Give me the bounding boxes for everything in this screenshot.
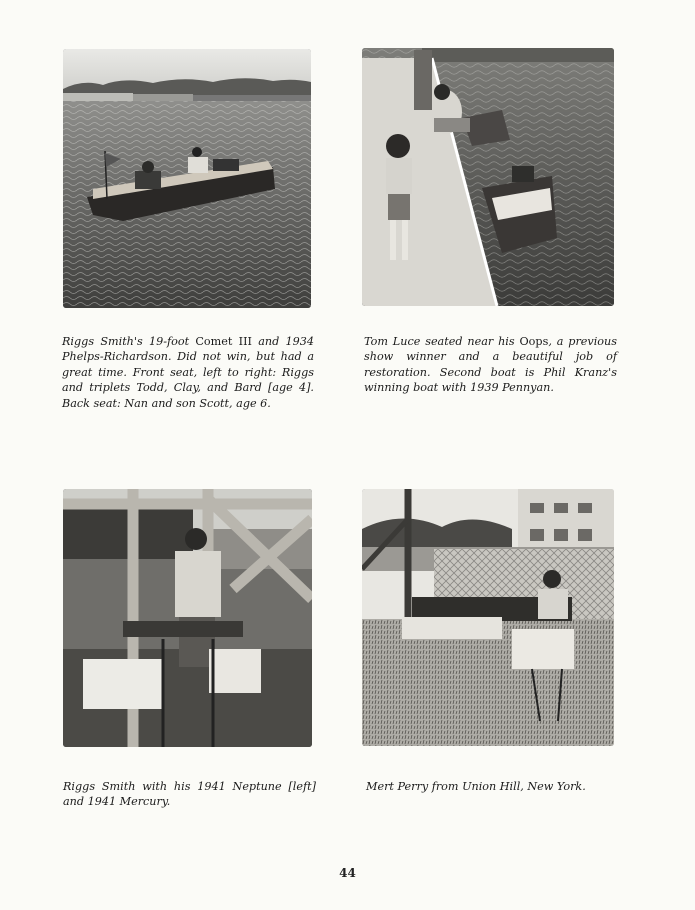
caption-dock-part-1: Tom Luce seated near his — [364, 335, 520, 348]
caption-neptune-text: Riggs Smith with his 1941 Neptune [left] and 1941 Mercury. — [63, 780, 316, 809]
photo-mert-perry — [362, 489, 614, 746]
page-number: 44 — [339, 866, 356, 880]
caption-comet-part-3: and 1934 Phelps-Richardson. Did not win, but had a great time. Front seat, left to right: Riggs and triplets Todd, Clay, and Bard [age 4]. Back seat: Nan and son Scott, age 6. — [62, 335, 314, 410]
outboard-motors-image — [63, 489, 312, 747]
caption-comet-boat-name: Comet III — [195, 335, 252, 348]
caption-perry-text: Mert Perry from Union Hill, New York. — [366, 780, 586, 793]
caption-comet-boat — [62, 334, 314, 411]
caption-comet-part-1: Riggs Smith's 19-foot — [62, 335, 196, 348]
caption-dock-part-3: , a previous show winner and a beautiful job of restoration. Second boat is Phil Kranz's winning boat with 1939 Pennyan. — [364, 335, 617, 395]
caption-neptune-mercury — [63, 779, 316, 810]
motor-display-image — [362, 489, 614, 746]
photo-dock-oops — [362, 48, 614, 306]
photo-comet-boat — [63, 49, 311, 308]
dock-image — [362, 48, 614, 306]
caption-dock-boat-name: Oops — [519, 335, 549, 348]
boat-on-lake-image — [63, 49, 311, 308]
caption-mert-perry — [366, 779, 618, 794]
photo-neptune-mercury — [63, 489, 312, 747]
caption-dock-oops — [364, 334, 617, 396]
